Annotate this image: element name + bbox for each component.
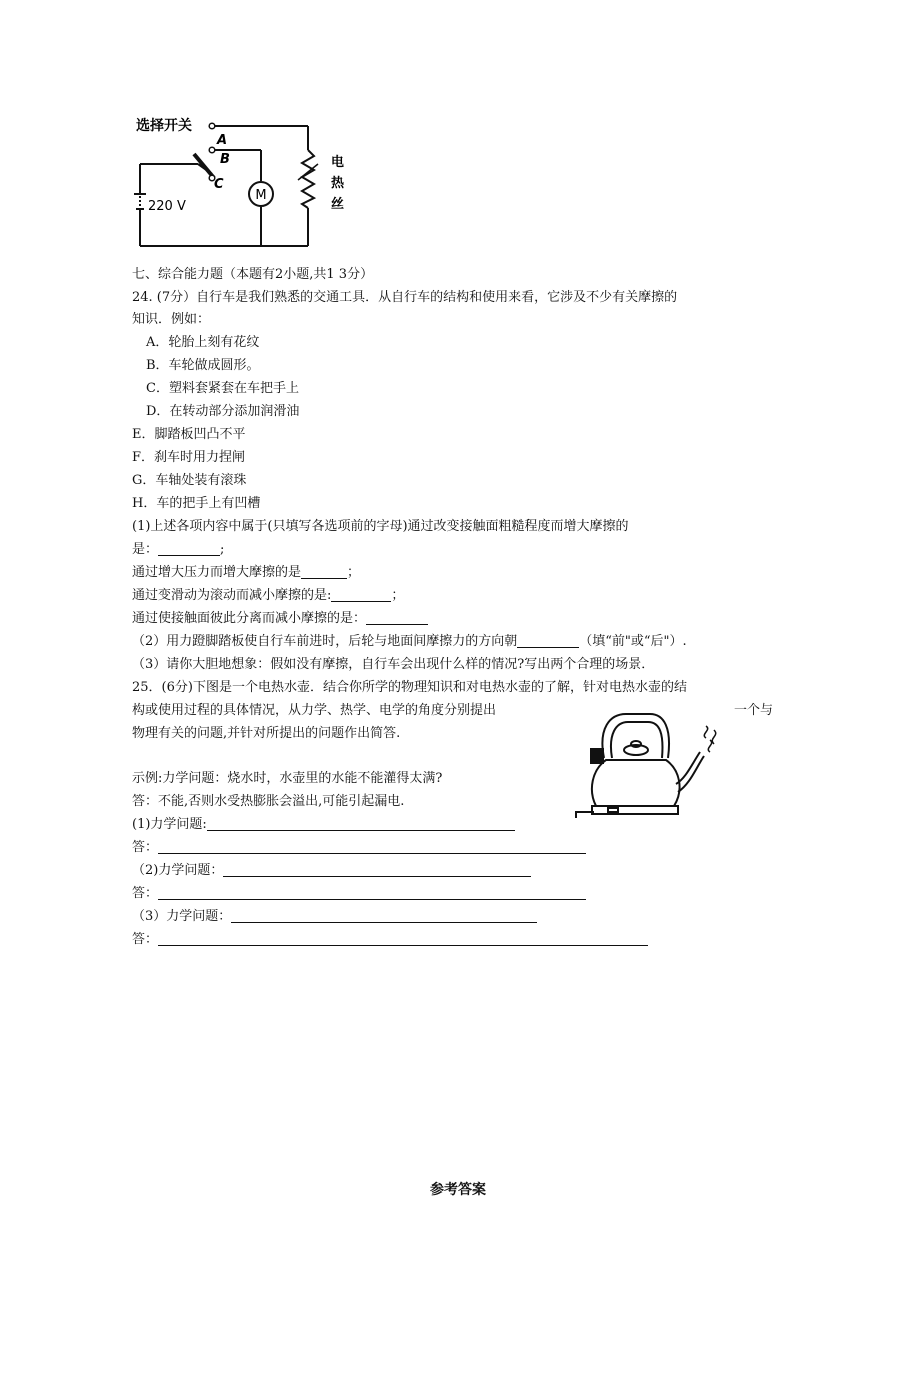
q24-part1-line-2-end: ; <box>220 542 225 557</box>
q24-option-b: B．车轮做成圆形。 <box>146 358 260 373</box>
q25-item-1-question-label: (1)力学问题: <box>132 817 207 832</box>
switch-label: 选择开关 <box>136 118 192 134</box>
q25-stem-line-2b: 一个与 <box>734 703 774 718</box>
q24-part1-line-2 <box>132 541 224 559</box>
q24-part1-line-3 <box>132 564 360 582</box>
q25-item-2-question-label: （2)力学问题： <box>132 863 224 878</box>
contact-a-label: A <box>217 133 228 148</box>
q24-part1-line-3-end: ； <box>347 565 361 580</box>
q24-part2 <box>132 633 687 651</box>
q25-item-1-answer-label: 答： <box>132 840 159 855</box>
q24-part1-line-4-end: ； <box>391 588 405 603</box>
q25-item-1-answer <box>132 839 586 857</box>
q24-option-c: C．塑料套紧套在车把手上 <box>146 381 299 396</box>
q24-part1-line-4 <box>132 587 404 605</box>
answer-blank-separation[interactable] <box>366 610 428 625</box>
q25-example-answer: 答：不能,否则水受热膨胀会溢出,可能引起漏电. <box>132 794 405 809</box>
section-title: 七、综合能力题（本题有2小题,共1 3分） <box>132 267 374 282</box>
q25-item-3-answer-label: 答： <box>132 932 159 947</box>
q24-part1-line-2-text: 是： <box>132 542 159 557</box>
q24-part1-line-1: (1)上述各项内容中属于(只填写各选项前的字母)通过改变接触面粗糙程度而增大摩擦的 <box>132 519 629 534</box>
q24-part2-hint: （填“前"或“后"）. <box>579 634 687 649</box>
heater-coil <box>302 150 314 208</box>
q25-item-2-answer-label: 答： <box>132 886 159 901</box>
contact-b-label: B <box>220 152 230 167</box>
q25-item-3-question <box>132 908 537 926</box>
q25-stem-line-2a: 构或使用过程的具体情况，从力学、热学、电学的角度分别提出 <box>132 703 497 718</box>
motor-label: M <box>255 188 267 203</box>
q24-option-g: G．车轴处装有滚珠 <box>132 473 247 488</box>
answer-blank-pressure[interactable] <box>301 564 347 579</box>
q25-item-3-answer <box>132 931 648 949</box>
q25-item-1-answer-blank[interactable] <box>158 839 586 854</box>
contact-c-label: C <box>214 177 224 192</box>
q24-option-f: F．刹车时用力捏闸 <box>132 450 246 465</box>
q24-stem-line-2: 知识．例如： <box>132 312 211 327</box>
q25-example-question: 示例:力学问题：烧水时，水壶里的水能不能灌得太满? <box>132 771 443 786</box>
q25-item-3-answer-blank[interactable] <box>158 931 648 946</box>
q25-item-1-question-blank[interactable] <box>207 816 515 831</box>
q24-part1-line-4-text: 通过变滑动为滚动而减小摩擦的是: <box>132 588 332 603</box>
q24-option-a: A．轮胎上刻有花纹 <box>146 335 260 350</box>
heater-label-3: 丝 <box>331 197 345 212</box>
q25-item-2-question-blank[interactable] <box>223 862 531 877</box>
q24-part1-line-5 <box>132 610 428 628</box>
q25-stem-line-1: 25．(6分)下图是一个电热水壶．结合你所学的物理知识和对电热水壶的了解，针对电热水壶的结 <box>132 680 687 695</box>
q24-option-e: E．脚踏板凹凸不平 <box>132 427 246 442</box>
q24-option-h: H．车的把手上有凹槽 <box>132 496 261 511</box>
q25-item-2-answer <box>132 885 586 903</box>
q25-item-1-question <box>132 816 515 834</box>
answer-blank-friction-direction[interactable] <box>517 633 579 648</box>
q25-item-3-question-blank[interactable] <box>231 908 537 923</box>
electric-kettle-illustration <box>570 708 730 828</box>
q24-part1-line-3-text: 通过增大压力而增大摩擦的是 <box>132 565 302 580</box>
q25-stem-line-3: 物理有关的问题,并针对所提出的问题作出简答. <box>132 726 401 741</box>
q24-part2-text: （2）用力蹬脚踏板使自行车前进时，后轮与地面间摩擦力的方向朝 <box>132 634 518 649</box>
answer-heading: 参考答案 <box>430 1182 486 1198</box>
q24-part1-line-5-text: 通过使接触面彼此分离而减小摩擦的是： <box>132 611 367 626</box>
voltage-label: 220 V <box>148 199 186 214</box>
q25-item-3-question-label: （3）力学问题： <box>132 909 232 924</box>
circuit-diagram <box>128 108 368 248</box>
answer-blank-rolling[interactable] <box>331 587 391 602</box>
q24-stem-line-1: 24. (7分）自行车是我们熟悉的交通工具．从自行车的结构和使用来看，它涉及不少有关摩擦的 <box>132 290 678 305</box>
heater-label-2: 热 <box>331 176 345 191</box>
answer-blank-roughness[interactable] <box>158 541 220 556</box>
q25-item-2-question <box>132 862 531 880</box>
q25-item-2-answer-blank[interactable] <box>158 885 586 900</box>
heater-label-1: 电 <box>331 155 345 170</box>
q24-part3: （3）请你大胆地想象：假如没有摩擦，自行车会出现什么样的情况?写出两个合理的场景． <box>132 657 655 672</box>
q24-option-d: D．在转动部分添加润滑油 <box>146 404 300 419</box>
